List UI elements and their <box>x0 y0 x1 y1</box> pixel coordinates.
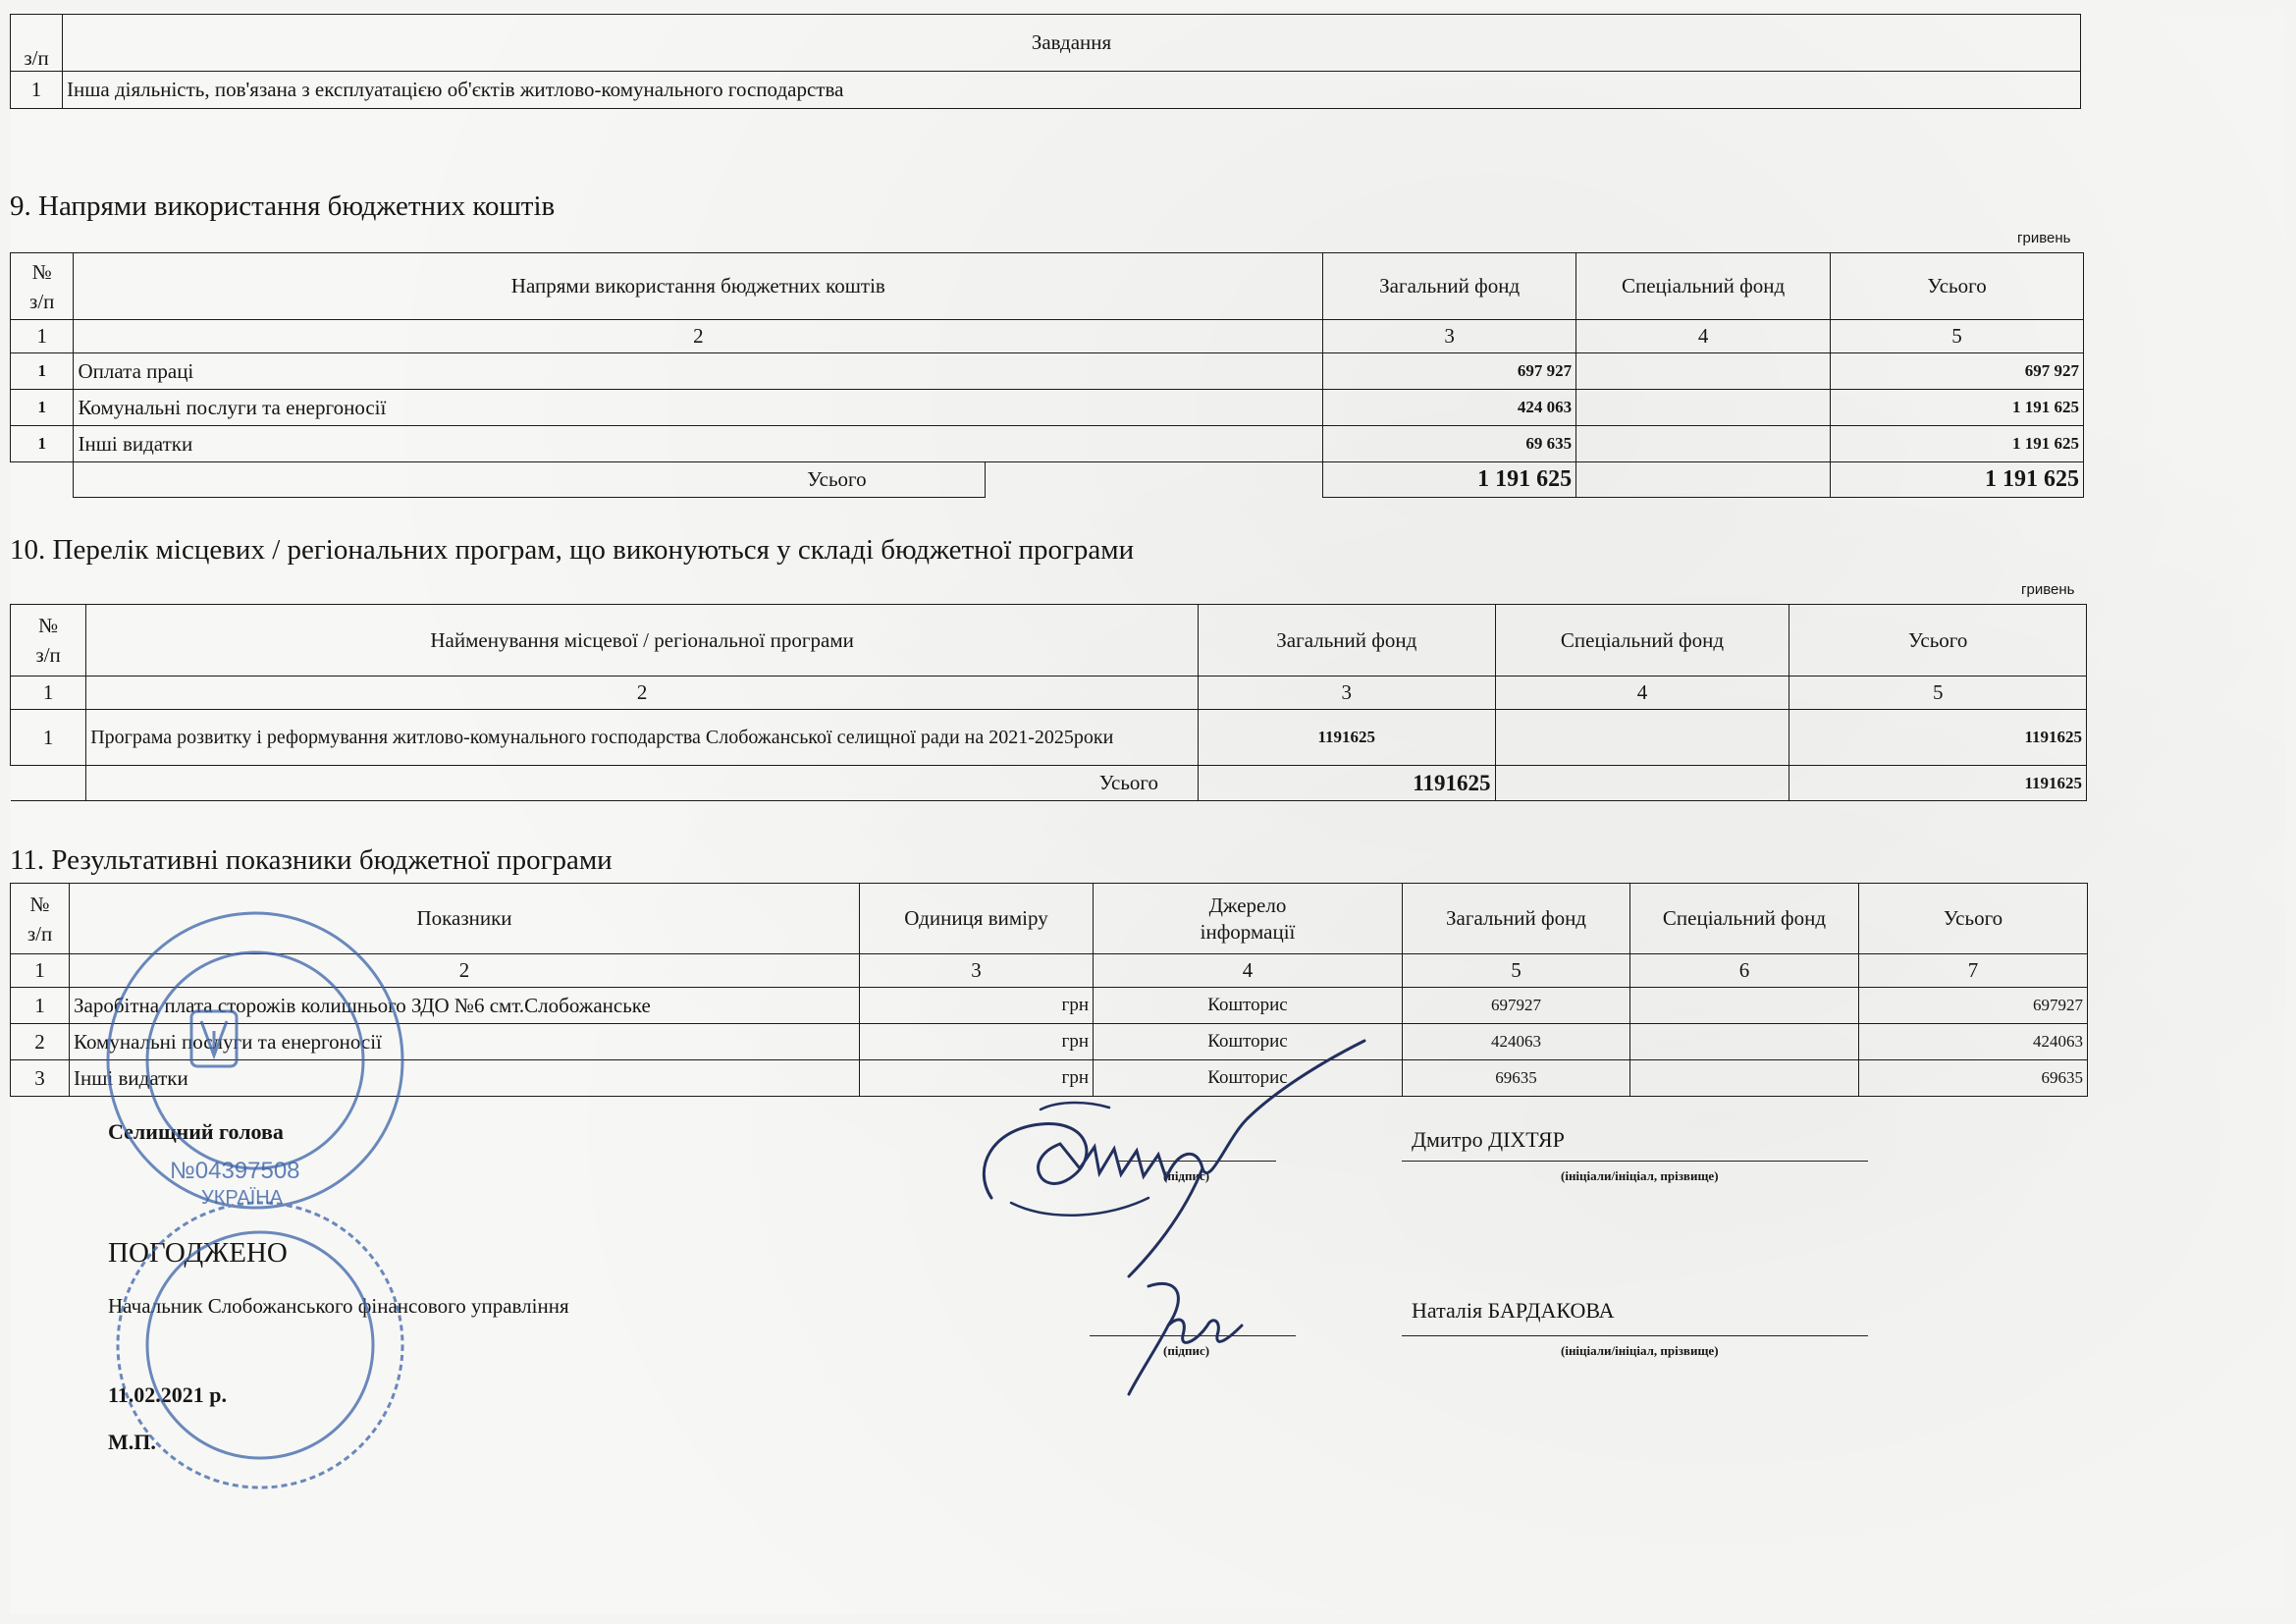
s9-colnum: 4 <box>1576 320 1831 353</box>
row-general: 69635 <box>1403 1060 1630 1097</box>
total-general: 1191625 <box>1199 766 1496 801</box>
stamp-country: УКРАЇНА <box>201 1187 284 1209</box>
total-row <box>11 766 2087 801</box>
row-general: 697927 <box>1403 988 1630 1024</box>
total-label: Усього <box>86 766 1199 801</box>
row-general: 697 927 <box>1323 353 1576 390</box>
s9-header-special: Спеціальний фонд <box>1576 253 1831 320</box>
tasks-table <box>10 14 2081 109</box>
s10-header-total: Усього <box>1789 605 2087 677</box>
row-indicator: Заробітна плата сторожів колишнього ЗДО №6 смт.Слобожанське <box>70 988 860 1024</box>
row-label: Комунальні послуги та енергоносії <box>74 390 1323 426</box>
row-total: 424063 <box>1859 1024 2088 1060</box>
s11-colnum: 2 <box>70 954 860 988</box>
row-total: 697 927 <box>1831 353 2084 390</box>
total-special <box>1576 462 1831 498</box>
s9-header-direction: Напрями використання бюджетних коштів <box>74 253 1323 320</box>
header-task: Завдання <box>63 15 2081 72</box>
section9-title: 9. Напрями використання бюджетних коштів <box>10 190 556 222</box>
stamp-code: №04397508 <box>170 1158 300 1184</box>
table-row <box>11 710 2087 766</box>
row-no: 1 <box>11 353 74 390</box>
s10-colnum: 2 <box>86 677 1199 710</box>
table-row <box>11 390 2084 426</box>
fin-name-line <box>1402 1335 1868 1336</box>
row-no: 1 <box>11 988 70 1024</box>
row-no: 1 <box>11 710 86 766</box>
section9-table <box>10 252 2084 498</box>
fin-sign-caption: (підпис) <box>1163 1343 1210 1358</box>
row-general: 69 635 <box>1323 426 1576 462</box>
s11-header-special: Спеціальний фонд <box>1630 884 1859 954</box>
s11-colnum: 5 <box>1403 954 1630 988</box>
s10-header-no: № з/п <box>11 605 86 677</box>
section10-table <box>10 604 2087 801</box>
row-program: Програма розвитку і реформування житлово-комунального господарства Слобожанської селищної ради на 2021-2025роки <box>86 710 1199 766</box>
s9-colnum: 3 <box>1323 320 1576 353</box>
s9-header-total: Усього <box>1831 253 2084 320</box>
s9-colnum: 1 <box>11 320 74 353</box>
total-label: Усього <box>74 462 985 498</box>
row-source: Кошторис <box>1094 988 1403 1024</box>
s10-header-general: Загальний фонд <box>1199 605 1496 677</box>
row-label: Оплата праці <box>74 353 1323 390</box>
s11-colnum: 1 <box>11 954 70 988</box>
s9-header-no: № з/п <box>11 253 74 320</box>
s10-colnum: 5 <box>1789 677 2087 710</box>
s11-header-indicator: Показники <box>70 884 860 954</box>
row-label: Інші видатки <box>74 426 1323 462</box>
s9-colnum: 2 <box>74 320 1323 353</box>
s11-header-no: № з/п <box>11 884 70 954</box>
s11-colnum: 7 <box>1859 954 2088 988</box>
s11-header-general: Загальний фонд <box>1403 884 1630 954</box>
row-total: 69635 <box>1859 1060 2088 1097</box>
s11-header-unit: Одиниця виміру <box>860 884 1094 954</box>
row-total: 1191625 <box>1789 710 2087 766</box>
s9-colnum: 5 <box>1831 320 2084 353</box>
head-title: Селищний голова <box>108 1119 284 1144</box>
s11-colnum: 4 <box>1094 954 1403 988</box>
table-row <box>11 426 2084 462</box>
s11-header-total: Усього <box>1859 884 2088 954</box>
agreed-label: ПОГОДЖЕНО <box>108 1237 288 1269</box>
row-special <box>1576 390 1831 426</box>
fin-name: Наталія БАРДАКОВА <box>1412 1298 1615 1323</box>
row-special <box>1630 1060 1859 1097</box>
row-general: 424 063 <box>1323 390 1576 426</box>
row-no: 1 <box>11 390 74 426</box>
row-total: 1 191 625 <box>1831 426 2084 462</box>
section11-title: 11. Результативні показники бюджетної програми <box>10 844 613 876</box>
section10-title: 10. Перелік місцевих / регіональних програм, що виконуються у складі бюджетної програми <box>10 534 1135 566</box>
s11-header-source: Джерело інформації <box>1094 884 1403 954</box>
section9-unit: гривень <box>2017 230 2071 246</box>
total-row <box>11 462 2084 498</box>
row-indicator: Комунальні послуги та енергоносії <box>70 1024 860 1060</box>
row-source: Кошторис <box>1094 1060 1403 1097</box>
row-total: 697927 <box>1859 988 2088 1024</box>
total-special <box>1495 766 1789 801</box>
sign-date: 11.02.2021 р. <box>108 1382 228 1407</box>
task-name: Інша діяльність, пов'язана з експлуатацією об'єктів житлово-комунального господарства <box>63 72 2081 109</box>
row-no: 2 <box>11 1024 70 1060</box>
mp-label: М.П. <box>108 1430 156 1454</box>
official-stamp-icon <box>83 884 456 1492</box>
s11-colnum: 6 <box>1630 954 1859 988</box>
row-no: 1 <box>11 426 74 462</box>
head-name: Дмитро ДІХТЯР <box>1412 1127 1565 1152</box>
fin-name-caption: (ініціали/ініціал, прізвище) <box>1561 1343 1719 1358</box>
task-no: 1 <box>11 72 63 109</box>
total-all: 1 191 625 <box>1831 462 2084 498</box>
table-row <box>11 353 2084 390</box>
row-unit: грн <box>860 1060 1094 1097</box>
row-source: Кошторис <box>1094 1024 1403 1060</box>
document-page <box>10 10 2286 1614</box>
s10-header-special: Спеціальний фонд <box>1495 605 1789 677</box>
head-name-line <box>1402 1161 1868 1162</box>
row-unit: грн <box>860 988 1094 1024</box>
row-indicator: Інші видатки <box>70 1060 860 1097</box>
row-general: 1191625 <box>1199 710 1496 766</box>
total-general: 1 191 625 <box>1323 462 1576 498</box>
section10-unit: гривень <box>2021 581 2075 598</box>
total-all: 1191625 <box>1789 766 2087 801</box>
row-special <box>1630 1024 1859 1060</box>
head-sign-caption: (підпис) <box>1163 1168 1210 1183</box>
row-special <box>1495 710 1789 766</box>
s9-header-general: Загальний фонд <box>1323 253 1576 320</box>
head-signature-icon <box>952 1031 1404 1286</box>
s10-colnum: 3 <box>1199 677 1496 710</box>
row-no: 3 <box>11 1060 70 1097</box>
row-special <box>1576 426 1831 462</box>
row-special <box>1630 988 1859 1024</box>
s10-colnum: 1 <box>11 677 86 710</box>
s11-colnum: 3 <box>860 954 1094 988</box>
head-name-caption: (ініціали/ініціал, прізвище) <box>1561 1168 1719 1183</box>
row-unit: грн <box>860 1024 1094 1060</box>
row-special <box>1576 353 1831 390</box>
fin-title: Начальник Слобожанського фінансового управління <box>108 1294 569 1318</box>
row-total: 1 191 625 <box>1831 390 2084 426</box>
row-general: 424063 <box>1403 1024 1630 1060</box>
s10-colnum: 4 <box>1495 677 1789 710</box>
s10-header-program: Найменування місцевої / регіональної програми <box>86 605 1199 677</box>
fin-signature-icon <box>1119 1257 1256 1404</box>
header-no: з/п <box>11 15 63 72</box>
